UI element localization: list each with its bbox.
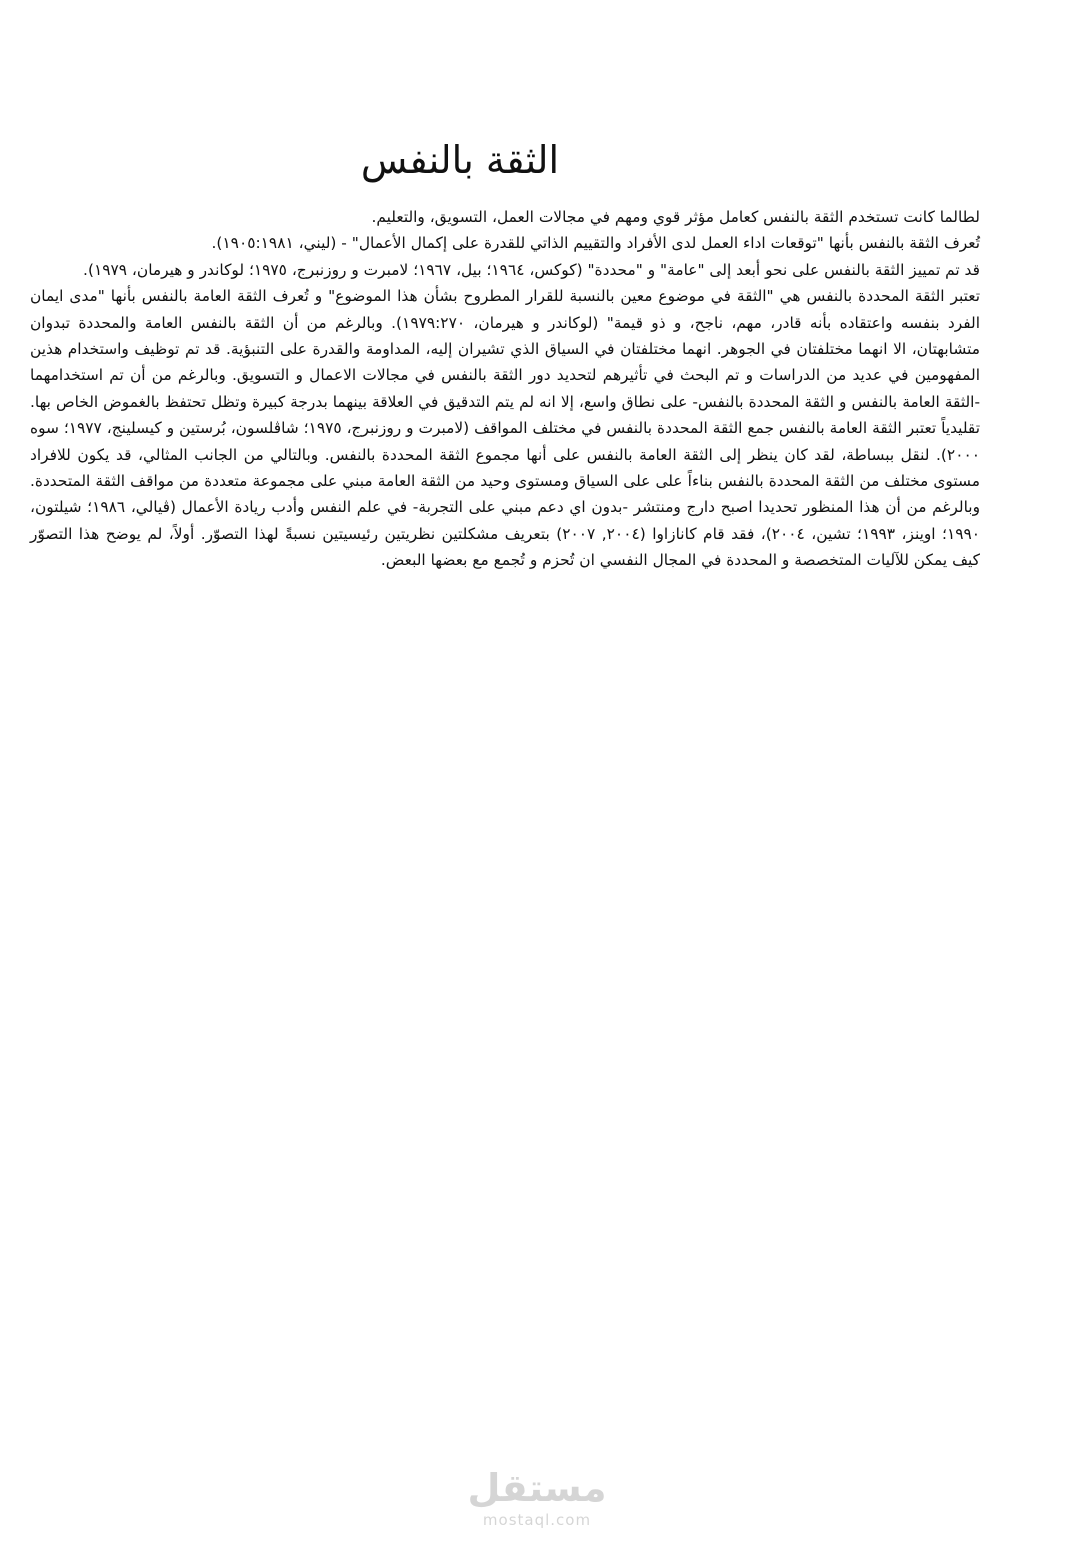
mostaql-logo-icon: مستقل xyxy=(467,1466,607,1510)
paragraph-distinction: قد تم تمييز الثقة بالنفس على نحو أبعد إلى "عامة" و "محددة" (كوكس، ١٩٦٤؛ بيل، ١٩٦٧؛ لامبرت و روزنبرج، ١٩٧٥؛ لوكاندر و هيرمان، ١٩٧٩). xyxy=(83,260,980,279)
paragraph-definition: تُعرف الثقة بالنفس بأنها "توقعات اداء العمل لدى الأفراد والتقييم الذاتي للقدرة على إكمال الأعمال" - (ليني، ١٩٠٥:١٩٨١). xyxy=(211,234,980,253)
watermark-url: mostaql.com xyxy=(482,1511,592,1529)
document-title: الثقة بالنفس xyxy=(360,138,560,182)
paragraph-intro: لطالما كانت تستخدم الثقة بالنفس كعامل مؤثر قوي ومهم في مجالات العمل، التسويق، والتعليم. xyxy=(371,208,980,226)
document-body xyxy=(30,204,980,574)
paragraph-discussion: تعتبر الثقة المحددة بالنفس هي "الثقة في موضوع معين بالنسبة للقرار المطروح بشأن هذا الموضوع" و تُعرف الثقة العامة بالنفس بأنها "مدى ايمان الفرد بنفسه واعتقاده بأنه قادر، مهم، ناجح، و ذو قيمة" (لوكاندر و هيرمان، ١٩٧٩:٢٧٠). وبالرغم من أن الثقة بالنفس العامة والمحددة تبدوان متشابهتان، الا انهما مختلفتان في الجوهر. انهما مختلفتان في السياق الذي تشيران إليه، المداومة والقدرة على التنبؤية. قد تم توظيف واستخدام هذين المفهومين في عديد من الدراسات و تم البحث في تأثيرهم لتحديد دور الثقة بالنفس في مجالات الاعمال و التسويق. وبالرغم من أن تم استخدامهما -الثقة العامة بالنفس و الثقة المحددة بالنفس- على نطاق واسع، إلا انه لم يتم التدقيق في العلاقة بينهما بدرجة كبيرة وتظل تحتفظ بالغموض الخاص بها. تقليدياً تعتبر الثقة العامة بالنفس جمع الثقة المحددة بالنفس في مختلف المواقف (لامبرت و روزنبرج، ١٩٧٥؛ شاڤلسون، بُرستين و كيسلينج، ١٩٧٧؛ سوه ٢٠٠٠). لنقل ببساطة، لقد كان ينظر إلى الثقة العامة بالنفس على أنها مجموع الثقة المحددة بالنفس. وبالتالي من الجانب المثالي، قد يكون للافراد مستوى مختلف من الثقة المحددة بالنفس بناءاً على على السياق ومستوى وحيد من الثقة العامة مبني على مجموعة متعددة من مواقف الثقة المتحددة. وبالرغم من أن هذا المنظور تحديدا اصبح دارج ومنتشر -بدون اي دعم مبني على التجربة- في علم النفس وأدب ريادة الأعمال (ڤيالي، ١٩٨٦؛ شيلتون، ١٩٩٠؛ اوينز، ١٩٩٣؛ تشين، ٢٠٠٤)، فقد قام كانازاوا (٢٠٠٤, ٢٠٠٧) بتعريف مشكلتين نظريتين رئيسيتين نسبةً لهذا التصوّر. أولاً، لم يوضح هذا التصوّر كيف يمكن للآليات المتخصصة و المحددة في المجال النفسي ان تُحزم و تُجمع مع بعضها البعض. xyxy=(30,287,981,570)
mostaql-watermark xyxy=(462,1466,612,1536)
